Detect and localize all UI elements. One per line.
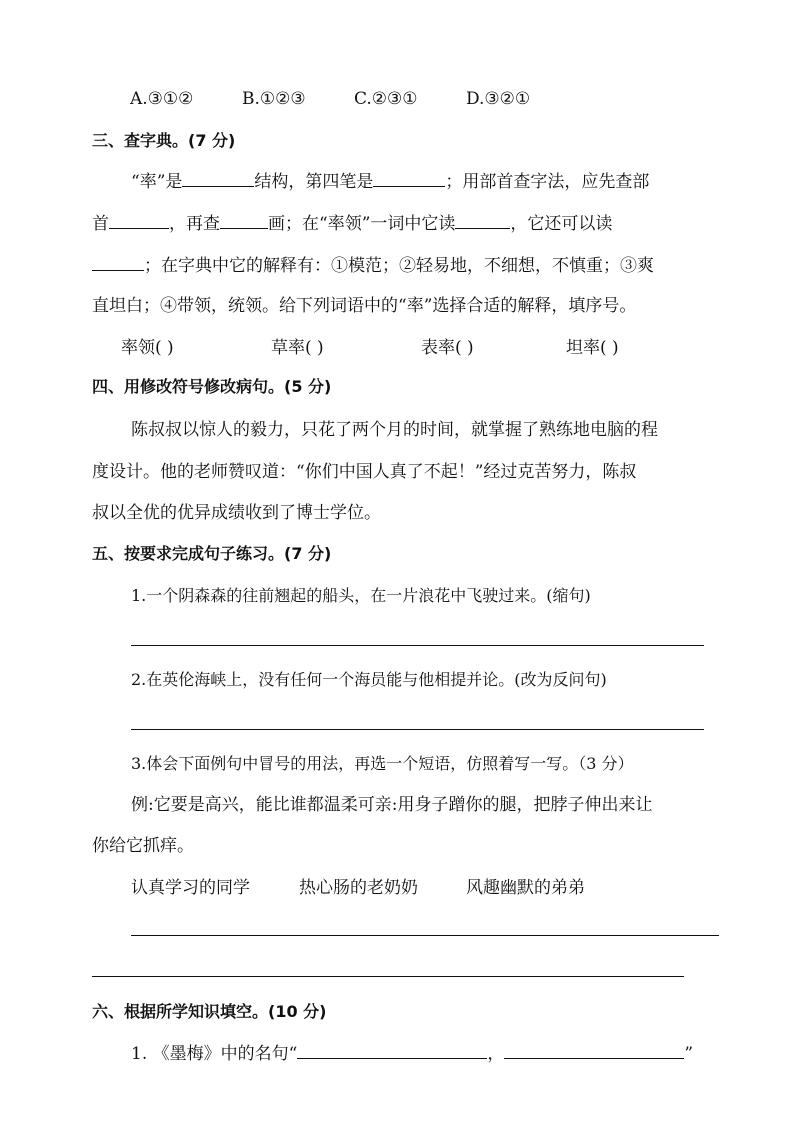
sec5-question-2: 2.在英伦海峡上，没有任何一个海员能与他相提并论。(改为反问句) <box>131 670 607 689</box>
structure-blank[interactable] <box>182 169 254 187</box>
sec3-text: ，再查 <box>169 214 220 234</box>
sec6-text: ， <box>487 1044 505 1064</box>
section-4-title: 四、用修改符号修改病句。(5 分) <box>92 377 332 396</box>
option-a: A.③①② <box>130 89 194 109</box>
section-3-title: 三、查字典。(7 分) <box>92 131 236 150</box>
answer-line-2[interactable] <box>131 729 704 730</box>
reading-blank[interactable] <box>455 211 510 229</box>
section-5-title: 五、按要求完成句子练习。(7 分) <box>92 544 332 563</box>
example-line-1: 例:它要是高兴，能比谁都温柔可亲:用身子蹭你的腿，把脖子伸出来让 <box>131 795 653 815</box>
sec3-line-4: 直坦白；④带领，统领。给下列词语中的“率”选择合适的解释，填序号。 <box>92 296 637 316</box>
option-b: B.①②③ <box>242 89 306 109</box>
sec3-line-3 <box>92 253 654 278</box>
phrase-3[interactable]: 风趣幽默的弟弟 <box>466 878 585 898</box>
sec3-text: 结构，第四笔是 <box>254 172 374 192</box>
sec6-question-1 <box>131 1041 693 1066</box>
sec3-text: ，它还可以读 <box>510 214 613 234</box>
answer-line-1[interactable] <box>131 645 704 646</box>
sec3-text: 画；在“率领”一词中它读 <box>268 214 456 234</box>
example-line-2: 你给它抓痒。 <box>92 836 194 856</box>
word-tanshuai[interactable]: 坦率( ) <box>566 338 619 358</box>
alt-reading-blank[interactable] <box>92 253 144 271</box>
word-shuailing[interactable]: 率领( ) <box>121 338 174 358</box>
answer-line-3a[interactable] <box>131 935 719 936</box>
phrase-1[interactable]: 认真学习的同学 <box>131 878 250 898</box>
sec3-text: “率”是 <box>131 172 183 192</box>
sec5-question-3: 3.体会下面例句中冒号的用法，再选一个短语，仿照着写一写。（3 分） <box>131 754 634 773</box>
sec4-line-1: 陈叔叔以惊人的毅力，只花了两个月的时间，就掌握了熟练地电脑的程 <box>131 420 658 440</box>
strokes-blank[interactable] <box>220 211 268 229</box>
sec3-words-row <box>121 336 619 360</box>
poem-blank-2[interactable] <box>504 1041 684 1059</box>
word-biaoshuai[interactable]: 表率( ) <box>421 338 474 358</box>
phrases-row <box>131 876 585 900</box>
word-caoshuai[interactable]: 草率( ) <box>271 338 324 358</box>
sec4-line-3: 叔以全优的优异成绩收到了博士学位。 <box>92 503 381 523</box>
sec4-line-2: 度设计。他的老师赞叹道：“你们中国人真了不起！”经过克苦努力，陈叔 <box>92 462 637 482</box>
section-6-title: 六、根据所学知识填空。(10 分) <box>92 1002 327 1021</box>
sec5-question-1: 1.一个阴森森的往前翘起的船头，在一片浪花中飞驶过来。(缩句) <box>131 586 591 605</box>
sec3-text: ；在字典中它的解释有：①模范；②轻易地，不细想，不慎重；③爽 <box>144 256 654 276</box>
sec6-text: ” <box>684 1044 694 1064</box>
sec6-text: 1. 《墨梅》中的名句“ <box>131 1044 298 1064</box>
option-c: C.②③① <box>354 89 418 109</box>
poem-blank-1[interactable] <box>297 1041 487 1059</box>
sec3-line-2 <box>92 211 612 236</box>
option-d: D.③②① <box>466 89 531 109</box>
sec3-text: ；用部首查字法，应先查部 <box>445 172 650 192</box>
sec3-text: 首 <box>92 214 109 234</box>
answer-line-3b[interactable] <box>92 976 684 977</box>
phrase-2[interactable]: 热心肠的老奶奶 <box>299 878 418 898</box>
fourth-stroke-blank[interactable] <box>373 169 445 187</box>
sec3-line-1 <box>131 169 649 194</box>
options-row <box>130 87 530 111</box>
radical-blank[interactable] <box>109 211 169 229</box>
